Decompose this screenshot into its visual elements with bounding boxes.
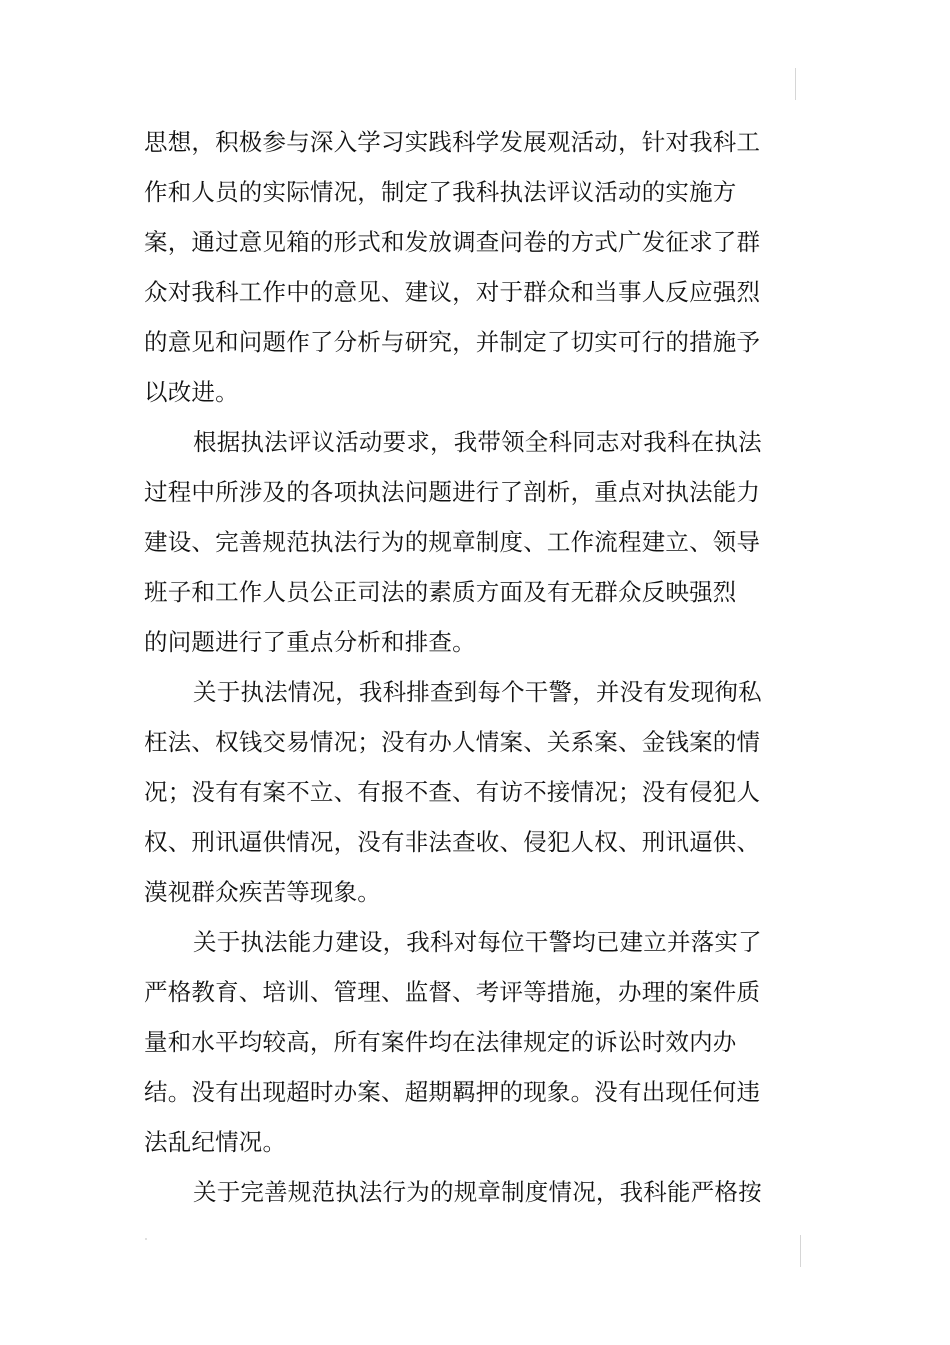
body-text-line: 漠视群众疾苦等现象。	[144, 878, 381, 906]
page-edge-mark-top	[795, 68, 796, 100]
body-text-line: 以改进。	[144, 378, 239, 406]
body-text-line: 法乱纪情况。	[144, 1128, 287, 1156]
body-text-line: 过程中所涉及的各项执法问题进行了剖析，重点对执法能力	[144, 478, 761, 506]
body-text-line: 况；没有有案不立、有报不查、有访不接情况；没有侵犯人	[144, 778, 761, 806]
page-speck	[145, 1238, 147, 1240]
body-text-line: 枉法、权钱交易情况；没有办人情案、关系案、金钱案的情	[144, 728, 761, 756]
body-text-line: 量和水平均较高，所有案件均在法律规定的诉讼时效内办	[144, 1028, 737, 1056]
paragraph-first-line: 关于执法情况，我科排查到每个干警，并没有发现徇私	[193, 678, 762, 706]
body-text-line: 思想，积极参与深入学习实践科学发展观活动，针对我科工	[144, 128, 761, 156]
paragraph-first-line: 关于完善规范执法行为的规章制度情况，我科能严格按	[193, 1178, 762, 1206]
body-text-line: 案，通过意见箱的形式和发放调查问卷的方式广发征求了群	[144, 228, 761, 256]
body-text-line: 作和人员的实际情况，制定了我科执法评议活动的实施方	[144, 178, 737, 206]
body-text-line: 结。没有出现超时办案、超期羁押的现象。没有出现任何违	[144, 1078, 761, 1106]
body-text-line: 的问题进行了重点分析和排查。	[144, 628, 476, 656]
body-text-line: 班子和工作人员公正司法的素质方面及有无群众反映强烈	[144, 578, 737, 606]
paragraph-first-line: 关于执法能力建设，我科对每位干警均已建立并落实了	[193, 928, 762, 956]
page-edge-mark-bottom	[800, 1235, 801, 1267]
body-text-line: 权、刑讯逼供情况，没有非法查收、侵犯人权、刑讯逼供、	[144, 828, 761, 856]
body-text-line: 严格教育、培训、管理、监督、考评等措施，办理的案件质	[144, 978, 761, 1006]
body-text-line: 众对我科工作中的意见、建议，对于群众和当事人反应强烈	[144, 278, 761, 306]
body-text-line: 的意见和问题作了分析与研究，并制定了切实可行的措施予	[144, 328, 761, 356]
body-text-line: 建设、完善规范执法行为的规章制度、工作流程建立、领导	[144, 528, 761, 556]
paragraph-first-line: 根据执法评议活动要求，我带领全科同志对我科在执法	[193, 428, 762, 456]
